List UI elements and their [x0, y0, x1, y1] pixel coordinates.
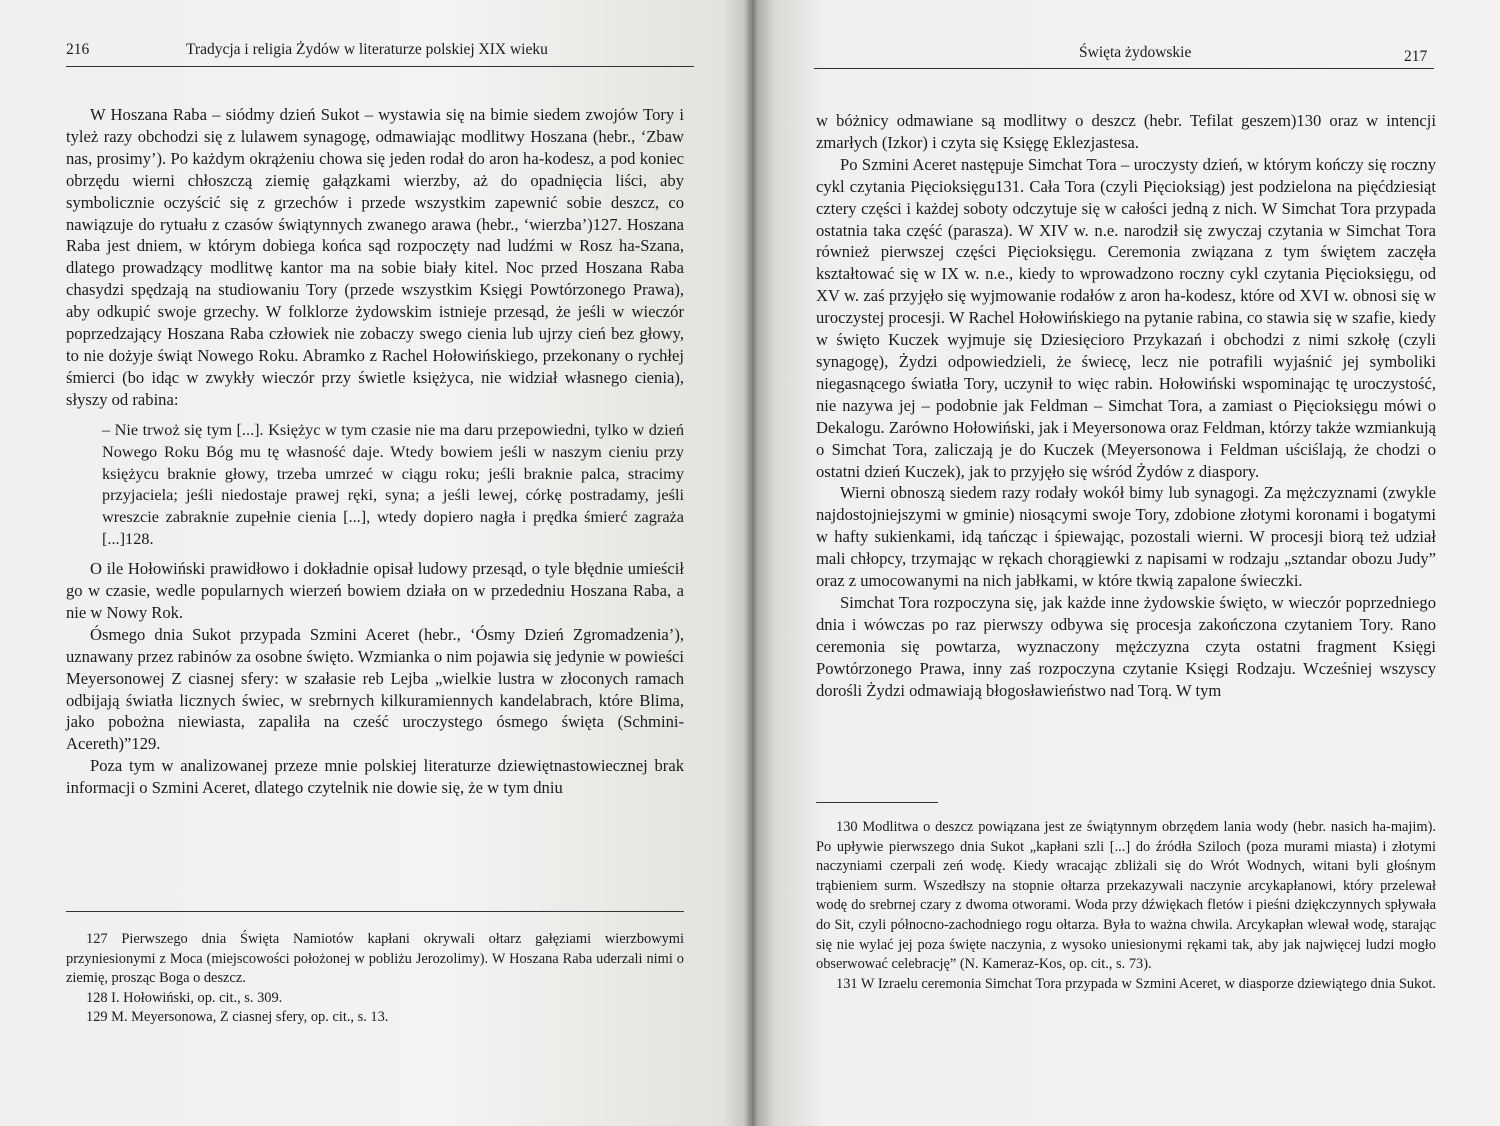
footnote-rule	[816, 802, 938, 803]
footnote: 127 Pierwszego dnia Święta Namiotów kapłani okrywali ołtarz gałęziami wierzbowymi przyniesionymi z Moca (miejscowości położonej w pobliżu Jerozolimy). W Hoszana Raba uderzali nimi o ziemię, prosząc Boga o deszcz.	[66, 931, 684, 987]
footnotes	[66, 930, 684, 1028]
quote-text: – Nie trwoż się tym [...]. Księżyc w tym czasie nie ma daru przepowiedni, tylko w dzień Nowego Roku Bóg mu tę własność daje. Wtedy bowiem jeśli w naszym cieniu przy księżycu braknie głowy, trzeba umrzeć w ciągu roku; jeśli braknie palca, stracimy przyjaciela; jeśli niedostaje prawej ręki, syna; a jeśli lewej, córkę postradamy, jeśli wreszcie zabraknie zupełnie cienia [...], wtedy dopiero nagła i prędka śmierć zagraża [...]128.	[102, 419, 684, 549]
right-page	[752, 0, 1500, 1126]
running-head: Święta żydowskie	[1079, 44, 1192, 61]
paragraph: Po Szmini Aceret następuje Simchat Tora – uroczysty dzień, w którym kończy się roczny cykl czytania Pięcioksięgu131. Cała Tora (czyli Pięcioksiąg) jest podzielona na pięćdziesiąt cztery części i każdej soboty odczytuje się w całości jedną z nich. W Simchat Tora przypada ostatnia taka część (parasza). W XIV w. n.e. narodził się zwyczaj czytania w Simchat Tora również pierwszej części Pięcioksięgu. Ceremonia związana z tym świętem zaczęła kształtować się w IX w. n.e., kiedy to wprowadzono roczny cykl czytania Pięcioksięgu, od XV w. zaś przyjęło się wyjmowanie rodałów z aron ha-kodesz, które od XVI w. obnosi się w uroczystej procesji. W Rachel Hołowińskiego na pytanie rabina, co stawia się w szafie, kiedy w święto Kuczek wyjmuje się Dziesięcioro Przykazań i obchodzi z nimi szkołę (czyli synagogę), Żydzi odpowiedzieli, że świecę, lecz nie potrafili wyjaśnić jej symboliki niegasnącego światła Tory, uczynił to więc rabin. Hołowiński wspominając tę uroczystość, nie nazywa jej – podobnie jak Feldman – Simchat Tora, a zamiast o Pięcioksięgu mówi o Dekalogu. Zarówno Hołowiński, jak i Meyersonowa oraz Feldman, którzy także wzmiankują o Simchat Tora, zaliczają je do Kuczek (Meyersonowa i Feldman uściślają, że chodzi o ostatni dzień Kuczek), jak to przyjęło się wśród Żydów z diaspory.	[816, 154, 1436, 481]
running-head: Tradycja i religia Żydów w literaturze polskiej XIX wieku	[186, 41, 548, 58]
footnotes	[816, 818, 1436, 994]
paragraph: W Hoszana Raba – siódmy dzień Sukot – wystawia się na bimie siedem zwojów Tory i tyleż razy obchodzi się z lulawem synagogę, odmawiając modlitwy Hoszana (hebr., ‘Zbaw nas, prosimy’). Po każdym okrążeniu chowa się jeden rodał do aron ha-kodesz, a pod koniec obrzędu wierni chłoszczą ziemię gałązkami wierzby, aż do opadnięcia liści, aby symbolicznie oczyścić się z grzechów i przede wszystkim zapewnić sobie deszcz, co nawiązuje do rytuału z czasów świątynnych zwanego arawa (hebr., ‘wierzba’)127. Hoszana Raba jest dniem, w którym dobiega końca sąd rozpoczęty nad ludźmi w Rosz ha-Szana, dlatego prowadzący modlitwę kantor ma na sobie biały kitel. Noc przed Hoszana Raba chasydzi spędzają na studiowaniu Tory (przede wszystkim Księgi Powtórzonego Prawa), aby odkupić swoje grzechy. W folklorze żydowskim istnieje przesąd, że jeśli w wieczór poprzedzający Hoszana Raba człowiek nie zobaczy swego cienia lub ujrzy cień bez głowy, to nie dożyje świąt Nowego Roku. Abramko z Rachel Hołowińskiego, przekonany o rychłej śmierci (bo idąc w zwykły wieczór przy świetle księżyca, nie widział własnego cienia), słyszy od rabina:	[66, 105, 684, 409]
footnote: 128 I. Hołowiński, op. cit., s. 309.	[86, 989, 283, 1006]
footnote: 129 M. Meyersonowa, Z ciasnej sfery, op. cit., s. 13.	[86, 1009, 389, 1026]
footnote: 131 W Izraelu ceremonia Simchat Tora przypada w Szmini Aceret, w diasporze dziewiątego dnia Sukot.	[836, 975, 1437, 992]
paragraph: w bóżnicy odmawiane są modlitwy o deszcz (hebr. Tefilat geszem)130 oraz w intencji zmarłych (Izkor) i czyta się Księgę Eklezjastesa.	[816, 111, 1436, 152]
paragraph: Poza tym w analizowanej przeze mnie polskiej literaturze dziewiętnastowiecznej brak informacji o Szmini Aceret, dlatego czytelnik nie dowie się, że w tym dniu	[66, 756, 684, 798]
footnote: 130 Modlitwa o deszcz powiązana jest ze świątynnym obrzędem lania wody (hebr. nasich ha-majim). Po upływie pierwszego dnia Sukot „kapłani szli [...] do źródła Sziloch (poza murami miasta) i złotymi naczyniami czerpali zeń wodę. Kiedy wracając zbliżali się do Wrót Wodnych, witani byli głośnym trąbieniem surm. Wszedłszy na stopnie ołtarza przekazywali naczynie arcykapłanowi, który przelewał wodę do srebrnej czary z dwoma otworami. Woda przy dźwiękach fletów i pieśni dziękczynnych spływała do Sit, czyli północno-zachodniego rogu ołtarza. Była to ważna chwila. Arcykapłan wlewał wodę, starając się nie wylać jej poza święte naczynia, z wysoko uniesionymi rękami tak, aby jak najwięcej ludzi mogło obserwować celebrację” (N. Kameraz-Kos, op. cit., s. 73).	[816, 819, 1436, 973]
main-text	[66, 104, 684, 799]
paragraph: O ile Hołowiński prawidłowo i dokładnie opisał ludowy przesąd, o tyle błędnie umieścił go w czasie, wedle popularnych wierzeń bowiem działa on w przededniu Hoszana Raba, a nie w Nowy Rok.	[66, 559, 684, 622]
page-number: 217	[1404, 48, 1428, 65]
header-rule	[66, 66, 694, 67]
main-text	[816, 110, 1436, 701]
page-number: 216	[66, 41, 90, 58]
paragraph: Ósmego dnia Sukot przypada Szmini Aceret (hebr., ‘Ósmy Dzień Zgromadzenia’), uznawany przez rabinów za osobne święto. Wzmianka o nim pojawia się jedynie w powieści Meyersonowej Z ciasnej sfery: w szałasie reb Lejba „wielkie lustra w złoconych ramach odbijają światła licznych świec, w srebrnych kilkuramiennych kandelabrach, które Blima, jako pobożna niewiasta, zapaliła na cześć uroczystego ósmego święta (Schmini-Acereth)”129.	[66, 624, 684, 754]
book-spine	[744, 0, 758, 1126]
header-rule	[814, 68, 1434, 69]
paragraph: Wierni obnoszą siedem razy rodały wokół bimy lub synagogi. Za mężczyznami (zwykle najdostojniejszymi w gminie) niosącymi swoje Tory, zdobione złotymi koronami i bogatymi w hafty sukienkami, idą tańcząc i śpiewając, pozostali wierni. W procesji biorą też udział mali chłopcy, trzymając w rękach chorągiewki z napisami w rodzaju „sztandar obozu Judy” oraz z umocowanymi na nich jabłkami, w które tkwią zapalone świeczki.	[816, 483, 1436, 591]
block-quote	[66, 419, 684, 550]
paragraph: Simchat Tora rozpoczyna się, jak każde inne żydowskie święto, w wieczór poprzedniego dnia i wówczas po raz pierwszy odbywa się procesja zakończona czytaniem Tory. Rano ceremonia się powtarza, wyznaczony mężczyzna czyta ostatni fragment Księgi Powtórzonego Prawa, inny zaś rozpoczyna czytanie Księgi Rodzaju. Wcześniej wszyscy dorośli Żydzi odmawiają błogosławieństwo nad Torą. W tym	[816, 592, 1436, 700]
footnote-rule	[66, 911, 684, 912]
